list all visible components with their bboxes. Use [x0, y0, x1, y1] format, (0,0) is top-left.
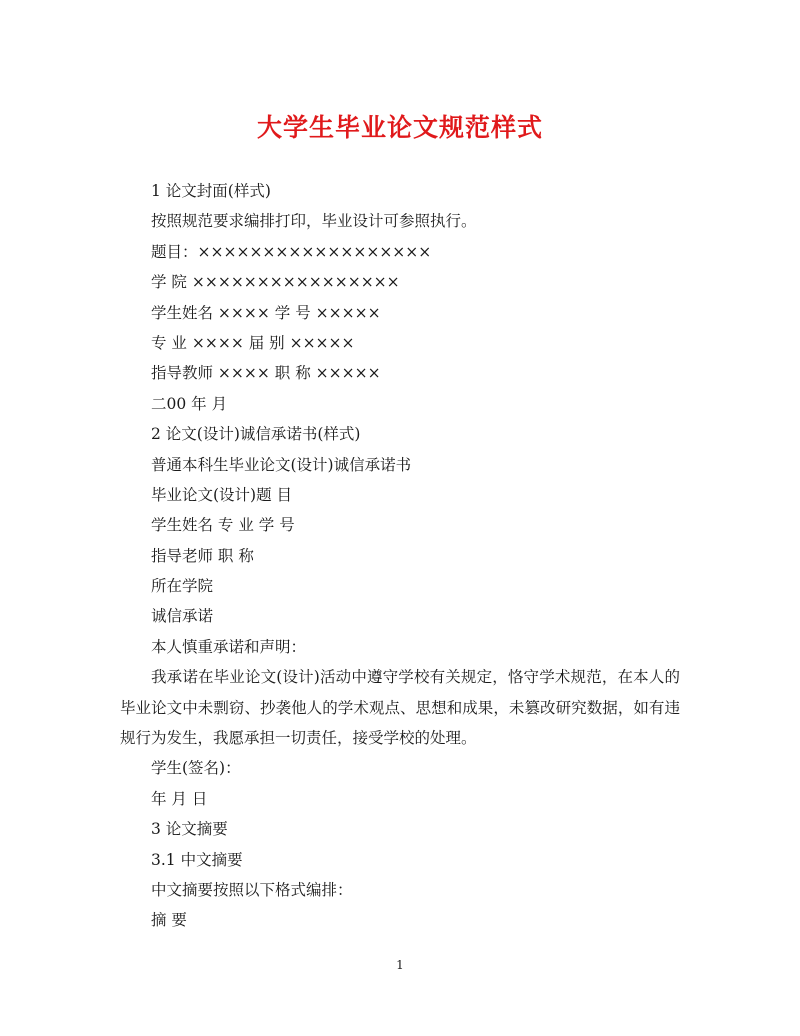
document-body — [120, 176, 680, 936]
text-line: 二00 年 月 — [151, 394, 228, 413]
text-line: 指导老师 职 称 — [151, 546, 254, 565]
text-line: 本人慎重承诺和声明： — [151, 637, 307, 656]
text-line: 指导教师 ×××× 职 称 ××××× — [151, 364, 381, 383]
text-line: 学 院 ×××××××××××××××× — [151, 273, 400, 292]
text-line: 专 业 ×××× 届 别 ××××× — [151, 333, 355, 352]
text-line: 题目：×××××××××××××××××× — [151, 242, 432, 261]
document-title: 大学生毕业论文规范样式 — [256, 113, 543, 142]
page-number: 1 — [396, 958, 404, 972]
text-line: 学生姓名 ×××× 学 号 ××××× — [151, 303, 381, 322]
text-line: 年 月 日 — [151, 789, 208, 808]
text-line: 毕业论文(设计)题 目 — [151, 485, 293, 504]
text-line: 中文摘要按照以下格式编排： — [151, 881, 353, 900]
text-line: 学生(签名)： — [151, 759, 241, 778]
text-line: 2 论文(设计)诚信承诺书(样式) — [151, 425, 361, 444]
text-line: 3 论文摘要 — [151, 820, 228, 839]
text-line: 诚信承诺 — [151, 607, 214, 626]
text-line: 普通本科生毕业论文(设计)诚信承诺书 — [151, 455, 412, 474]
text-line: 所在学院 — [151, 577, 214, 596]
text-line: 3.1 中文摘要 — [151, 850, 243, 869]
text-line: 按照规范要求编排打印，毕业设计可参照执行。 — [151, 212, 477, 231]
pledge-paragraph: 我承诺在毕业论文(设计)活动中遵守学校有关规定，恪守学术规范，在本人的毕业论文中未剽窃、抄袭他人的学术观点、思想和成果，未篡改研究数据，如有违规行为发生，我愿承担一切责任，接受学校的处理。 — [120, 668, 680, 748]
text-line: 摘 要 — [151, 911, 187, 930]
text-line: 学生姓名 专 业 学 号 — [151, 516, 295, 535]
text-line: 1 论文封面(样式) — [151, 182, 271, 200]
